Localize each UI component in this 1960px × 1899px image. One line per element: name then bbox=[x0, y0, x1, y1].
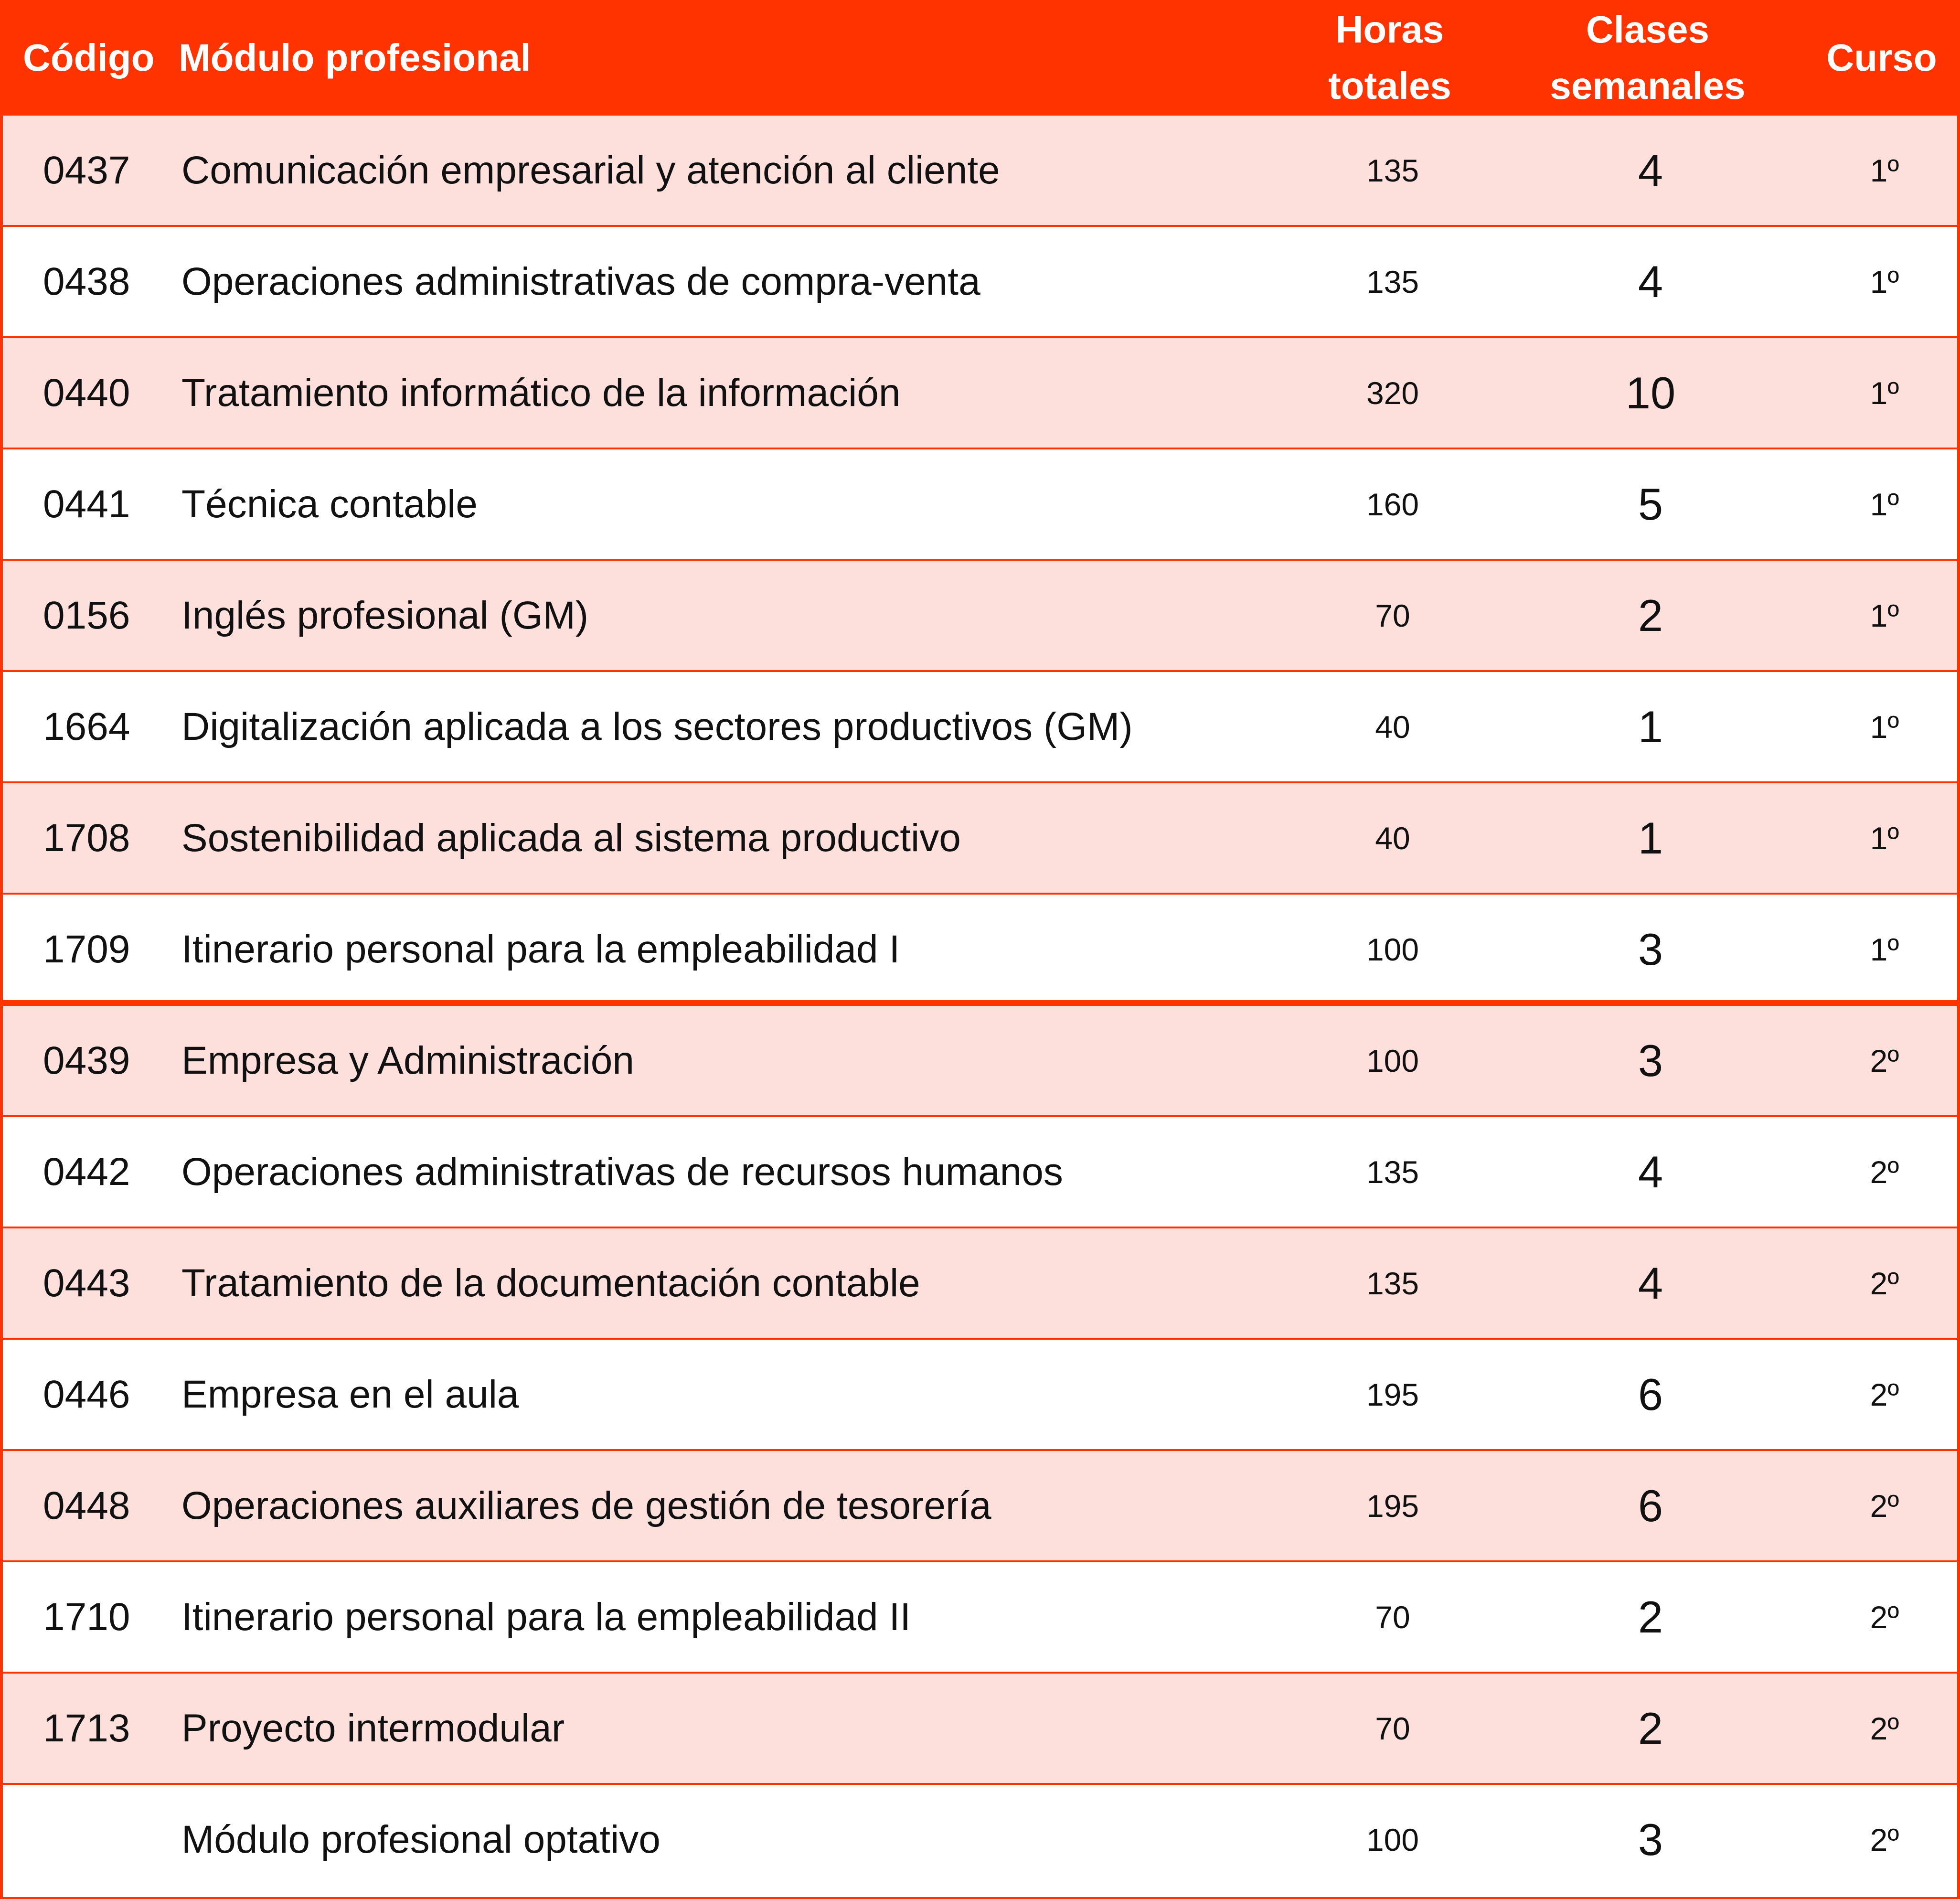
header-clases-line2: semanales bbox=[1550, 64, 1746, 107]
cell-modulo: Operaciones administrativas de recursos humanos bbox=[181, 1150, 1063, 1194]
cell-modulo: Operaciones administrativas de compra-venta bbox=[181, 259, 980, 303]
cell-curso: 2º bbox=[1870, 1043, 1899, 1078]
header-horas-line1: Horas bbox=[1335, 8, 1444, 51]
cell-modulo: Operaciones auxiliares de gestión de tesorería bbox=[181, 1483, 991, 1527]
cell-curso: 2º bbox=[1870, 1265, 1899, 1301]
cell-horas: 135 bbox=[1366, 1154, 1419, 1190]
cell-codigo: 0437 bbox=[43, 148, 130, 192]
cell-curso: 1º bbox=[1870, 709, 1899, 745]
table-row bbox=[0, 1006, 1960, 1117]
header-horas bbox=[1294, 0, 1485, 116]
table-row bbox=[0, 1562, 1960, 1674]
cell-horas: 100 bbox=[1366, 931, 1419, 967]
cell-curso: 1º bbox=[1870, 486, 1899, 522]
header-curso-label: Curso bbox=[1826, 36, 1937, 79]
cell-modulo: Tratamiento informático de la información bbox=[181, 371, 901, 415]
cell-clases: 10 bbox=[1625, 367, 1676, 418]
cell-horas: 70 bbox=[1375, 1710, 1410, 1746]
cell-curso: 1º bbox=[1870, 597, 1899, 633]
cell-clases: 4 bbox=[1638, 1146, 1663, 1197]
table-row bbox=[0, 449, 1960, 561]
cell-curso: 2º bbox=[1870, 1822, 1899, 1857]
cell-curso: 1º bbox=[1870, 820, 1899, 856]
cell-horas: 195 bbox=[1366, 1376, 1419, 1412]
header-clases bbox=[1528, 0, 1767, 116]
header-modulo bbox=[179, 0, 752, 116]
cell-codigo: 0441 bbox=[43, 482, 130, 526]
cell-curso: 2º bbox=[1870, 1599, 1899, 1635]
cell-horas: 70 bbox=[1375, 597, 1410, 633]
cell-modulo: Técnica contable bbox=[181, 482, 478, 526]
cell-horas: 70 bbox=[1375, 1599, 1410, 1635]
cell-clases: 2 bbox=[1638, 590, 1663, 640]
cell-curso: 1º bbox=[1870, 931, 1899, 967]
cell-codigo bbox=[43, 1785, 177, 1894]
cell-codigo: 0448 bbox=[43, 1483, 130, 1527]
header-codigo bbox=[23, 0, 161, 116]
table-row bbox=[0, 1340, 1960, 1451]
cell-modulo: Digitalización aplicada a los sectores productivos (GM) bbox=[181, 704, 1133, 748]
cell-codigo: 0440 bbox=[43, 371, 130, 415]
cell-clases: 1 bbox=[1638, 812, 1663, 863]
cell-modulo: Empresa en el aula bbox=[181, 1372, 519, 1416]
cell-horas: 40 bbox=[1375, 820, 1410, 856]
cell-modulo: Tratamiento de la documentación contable bbox=[181, 1261, 920, 1305]
cell-curso: 1º bbox=[1870, 375, 1899, 411]
cell-codigo: 1710 bbox=[43, 1595, 130, 1639]
cell-clases: 4 bbox=[1638, 256, 1663, 307]
table-row bbox=[0, 1228, 1960, 1340]
cell-curso: 1º bbox=[1870, 152, 1899, 188]
cell-codigo: 0439 bbox=[43, 1038, 130, 1082]
cell-codigo: 0442 bbox=[43, 1150, 130, 1194]
cell-horas: 135 bbox=[1366, 1265, 1419, 1301]
cell-clases: 4 bbox=[1638, 1258, 1663, 1308]
cell-horas: 135 bbox=[1366, 152, 1419, 188]
header-horas-line2: totales bbox=[1328, 64, 1451, 107]
table-row bbox=[0, 895, 1960, 1006]
cell-horas: 135 bbox=[1366, 264, 1419, 299]
cell-modulo: Módulo profesional optativo bbox=[181, 1817, 660, 1861]
header-clases-line1: Clases bbox=[1586, 8, 1709, 51]
cell-codigo: 0443 bbox=[43, 1261, 130, 1305]
cell-curso: 2º bbox=[1870, 1154, 1899, 1190]
table-row bbox=[0, 1674, 1960, 1785]
table-row bbox=[0, 561, 1960, 672]
table-row bbox=[0, 672, 1960, 783]
cell-modulo: Proyecto intermodular bbox=[181, 1706, 565, 1750]
table-row bbox=[0, 338, 1960, 449]
table-header bbox=[0, 0, 1960, 116]
cell-modulo: Comunicación empresarial y atención al cliente bbox=[181, 148, 1000, 192]
table-row bbox=[0, 1451, 1960, 1562]
header-modulo-label: Módulo profesional bbox=[179, 36, 531, 79]
cell-horas: 100 bbox=[1366, 1043, 1419, 1078]
cell-clases: 5 bbox=[1638, 479, 1663, 529]
cell-clases: 6 bbox=[1638, 1369, 1663, 1419]
cell-modulo: Itinerario personal para la empleabilidad I bbox=[181, 927, 900, 971]
table-row bbox=[0, 116, 1960, 227]
cell-clases: 6 bbox=[1638, 1480, 1663, 1531]
cell-curso: 2º bbox=[1870, 1376, 1899, 1412]
cell-clases: 2 bbox=[1638, 1591, 1663, 1642]
cell-horas: 40 bbox=[1375, 709, 1410, 745]
cell-modulo: Empresa y Administración bbox=[181, 1038, 634, 1082]
cell-horas: 100 bbox=[1366, 1822, 1419, 1857]
cell-curso: 1º bbox=[1870, 264, 1899, 299]
cell-curso: 2º bbox=[1870, 1488, 1899, 1524]
cell-modulo: Itinerario personal para la empleabilidad II bbox=[181, 1595, 911, 1639]
table-row bbox=[0, 227, 1960, 338]
cell-clases: 3 bbox=[1638, 1814, 1663, 1865]
cell-modulo: Inglés profesional (GM) bbox=[181, 593, 589, 637]
cell-clases: 4 bbox=[1638, 145, 1663, 195]
cell-codigo: 1713 bbox=[43, 1706, 130, 1750]
cell-codigo: 0446 bbox=[43, 1372, 130, 1416]
cell-clases: 3 bbox=[1638, 924, 1663, 974]
cell-codigo: 0156 bbox=[43, 593, 130, 637]
cell-clases: 3 bbox=[1638, 1035, 1663, 1086]
header-curso bbox=[1810, 0, 1953, 116]
cell-modulo: Sostenibilidad aplicada al sistema productivo bbox=[181, 816, 961, 860]
cell-clases: 2 bbox=[1638, 1703, 1663, 1753]
cell-curso: 2º bbox=[1870, 1710, 1899, 1746]
cell-codigo: 1664 bbox=[43, 704, 130, 748]
cell-clases: 1 bbox=[1638, 701, 1663, 752]
cell-horas: 160 bbox=[1366, 486, 1419, 522]
table-row bbox=[0, 783, 1960, 895]
header-codigo-label: Código bbox=[23, 36, 155, 79]
cell-horas: 195 bbox=[1366, 1488, 1419, 1524]
table-row bbox=[0, 1785, 1960, 1899]
cell-codigo: 0438 bbox=[43, 259, 130, 303]
table-row bbox=[0, 1117, 1960, 1228]
cell-horas: 320 bbox=[1366, 375, 1419, 411]
cell-codigo: 1709 bbox=[43, 927, 130, 971]
cell-codigo: 1708 bbox=[43, 816, 130, 860]
